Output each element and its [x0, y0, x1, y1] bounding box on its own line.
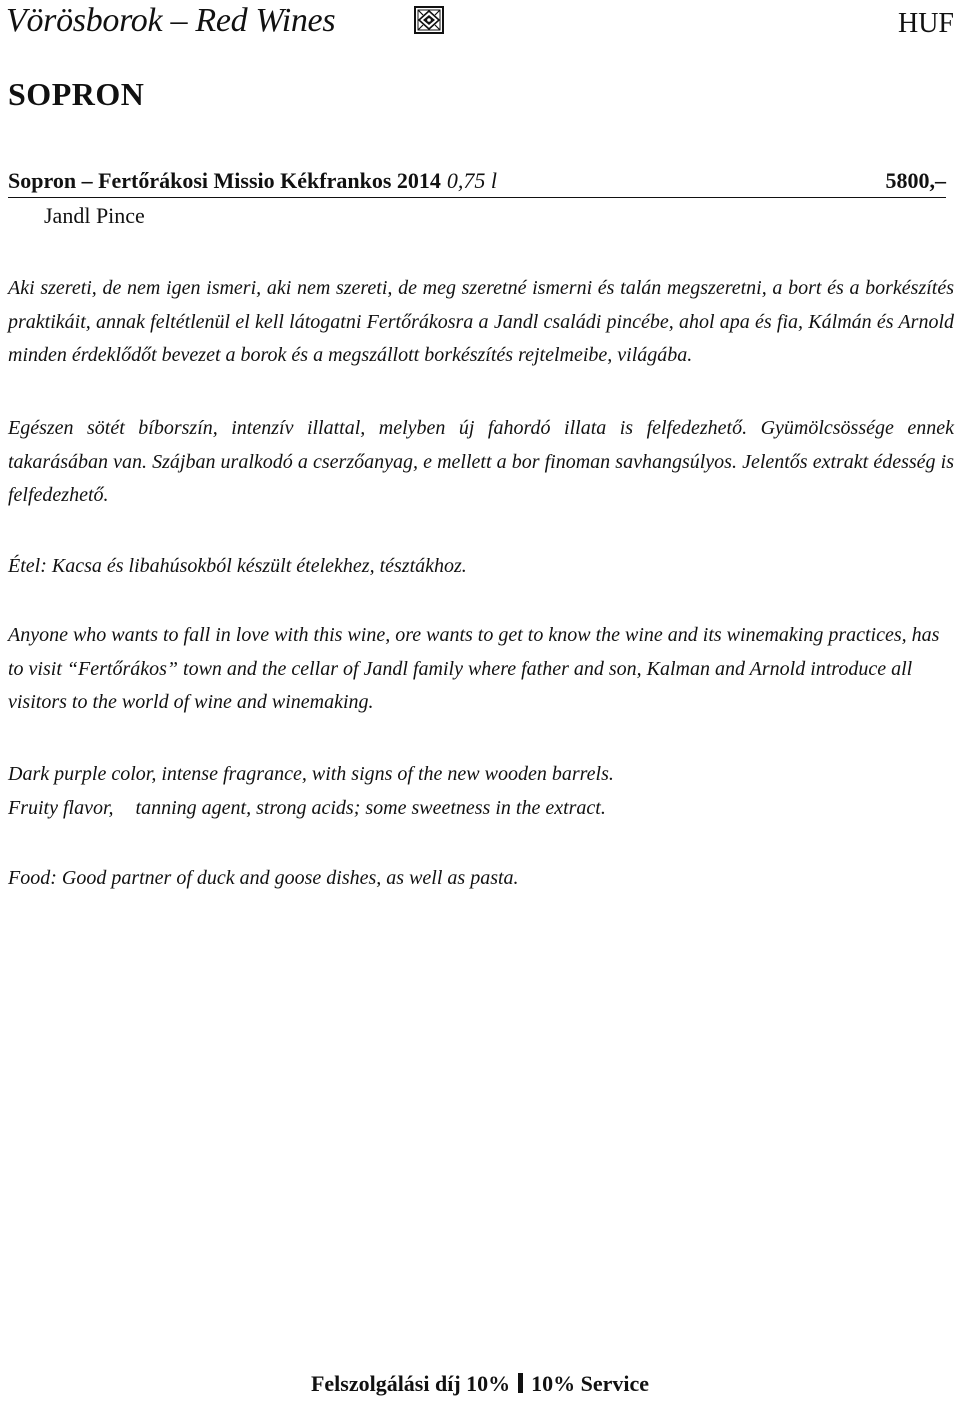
wine-price: 5800,–	[885, 168, 946, 193]
english-tasting-fruity: Fruity flavor,	[8, 796, 114, 819]
page-header	[0, 0, 960, 48]
decorative-square-emblem-icon	[414, 6, 444, 34]
hungarian-description: Aki szereti, de nem igen ismeri, aki nem szereti, de meg szeretné ismerni és talán megszeretni, a bort és a borkészítés praktikáit, annak feltétlenül el kell látogatni Fertőrákosra a Jandl családi pincébe, ahol apa és fia, Kálmán és Arnold minden érdeklődőt bevezet a borok és a megszállott borkészítés rejtelmeibe, világába.	[8, 277, 954, 366]
wine-name: Sopron – Fertőrákosi Missio Kékfrankos 2014	[8, 168, 441, 193]
english-tasting-line-2	[8, 792, 954, 826]
service-charge-english: 10% Service	[531, 1371, 650, 1396]
english-description: Anyone who wants to fall in love with this wine, ore wants to get to know the wine and its winemaking practices, has to visit “Fertőrákos” town and the cellar of Jandl family where father and son, Kalman and Arnold introduce all visitors to the world of wine and winemaking.	[8, 624, 940, 713]
currency-label: HUF	[897, 8, 954, 39]
english-tasting-line-1: Dark purple color, intense fragrance, with signs of the new wooden barrels.	[8, 763, 614, 785]
region-heading: SOPRON	[8, 76, 145, 112]
footer-divider	[518, 1373, 523, 1393]
service-charge-footer	[0, 1369, 960, 1399]
wine-entry-line	[8, 167, 946, 198]
page-title: Vörösborok – Red Wines	[6, 2, 336, 39]
hungarian-tasting-notes: Egészen sötét bíborszín, intenzív illattal, melyben új fahordó illata is felfedezhető. Gyümölcsössége ennek takarásában van. Szájban uralkodó a cserzőanyag, e mellett a bor finoman savhangsúlyos. Jelentős extrakt édesség is felfedezhető.	[8, 417, 954, 506]
english-tasting-notes	[8, 758, 954, 825]
english-tasting-rest: tanning agent, strong acids; some sweetness in the extract.	[135, 796, 606, 819]
wine-name-group	[8, 167, 497, 195]
wine-volume: 0,75 l	[446, 168, 498, 193]
hungarian-food-pairing: Étel: Kacsa és libahúsokból készült ételekhez, tésztákhoz.	[8, 555, 467, 577]
english-food-pairing: Food: Good partner of duck and goose dishes, as well as pasta.	[8, 867, 519, 889]
wine-producer: Jandl Pince	[44, 203, 145, 228]
service-charge-hungarian: Felszolgálási díj 10%	[310, 1371, 511, 1396]
